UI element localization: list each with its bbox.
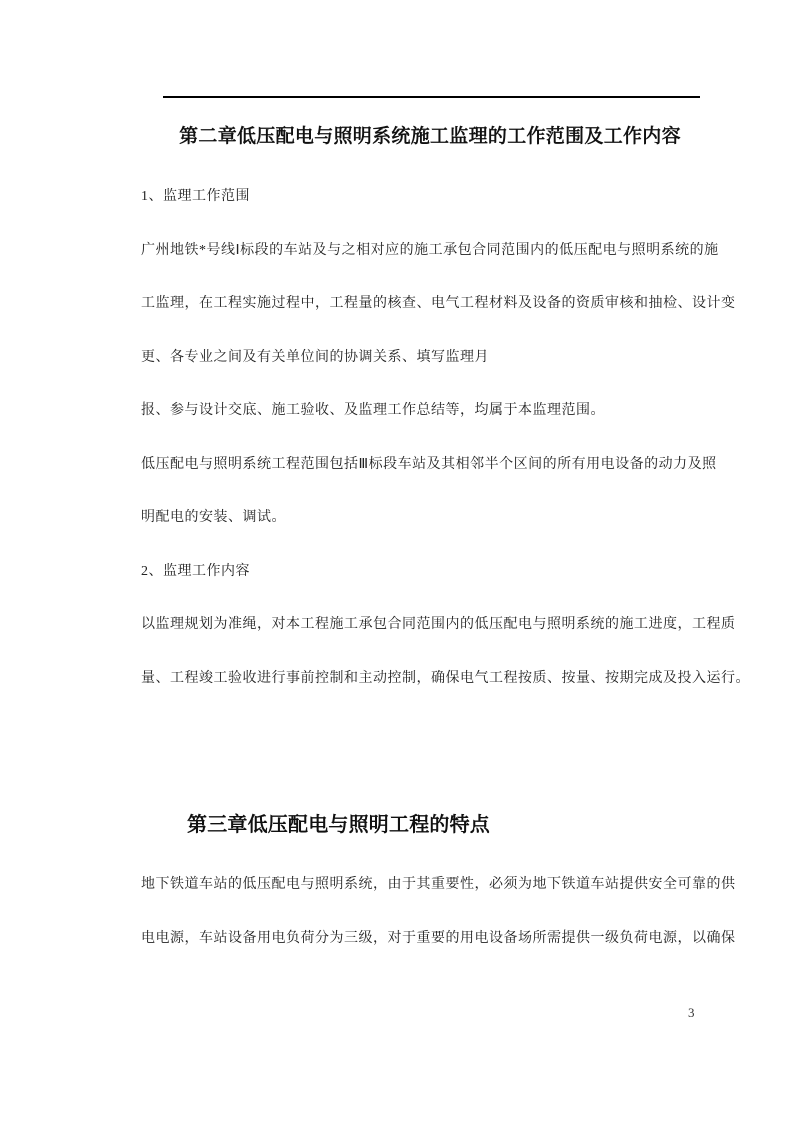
chapter2-heading: 第二章低压配电与照明系统施工监理的工作范围及工作内容 [179, 126, 681, 147]
text-line: 量、工程竣工验收进行事前控制和主动控制，确保电气工程按质、按量、按期完成及投入运行。 [141, 670, 750, 686]
header-divider-line [163, 96, 700, 98]
text-line: 报、参与设计交底、施工验收、及监理工作总结等，均属于本监理范围。 [141, 403, 605, 418]
text-line: 以监理规划为准绳，对本工程施工承包合同范围内的低压配电与照明系统的施工进度，工程质 [141, 617, 736, 632]
text-line: 地下铁道车站的低压配电与照明系统，由于其重要性，必须为地下铁道车站提供安全可靠的供 [141, 877, 736, 892]
text-line: 1、监理工作范围 [141, 189, 250, 204]
text-line: 电电源，车站设备用电负荷分为三级，对于重要的用电设备场所需提供一级负荷电源，以确保 [141, 930, 736, 946]
chapter3-heading: 第三章低压配电与照明工程的特点 [187, 814, 490, 836]
text-line: 更、各专业之间及有关单位间的协调关系、填写监理月 [141, 349, 489, 365]
page-number: 3 [688, 1005, 695, 1020]
text-line: 明配电的安装、调试。 [141, 510, 286, 525]
chapter3-body [141, 858, 736, 965]
text-line: 工监理，在工程实施过程中，工程量的核查、电气工程材料及设备的资质审核和抽检、设计变 [141, 296, 736, 311]
text-line: 低压配电与照明系统工程范围包括Ⅲ标段车站及其相邻半个区间的所有用电设备的动力及照 [141, 456, 717, 472]
text-line: 2、监理工作内容 [141, 563, 250, 579]
chapter2-body [141, 170, 750, 705]
text-line: 广州地铁*号线Ⅰ标段的车站及与之相对应的施工承包合同范围内的低压配电与照明系统的施 [141, 242, 719, 258]
